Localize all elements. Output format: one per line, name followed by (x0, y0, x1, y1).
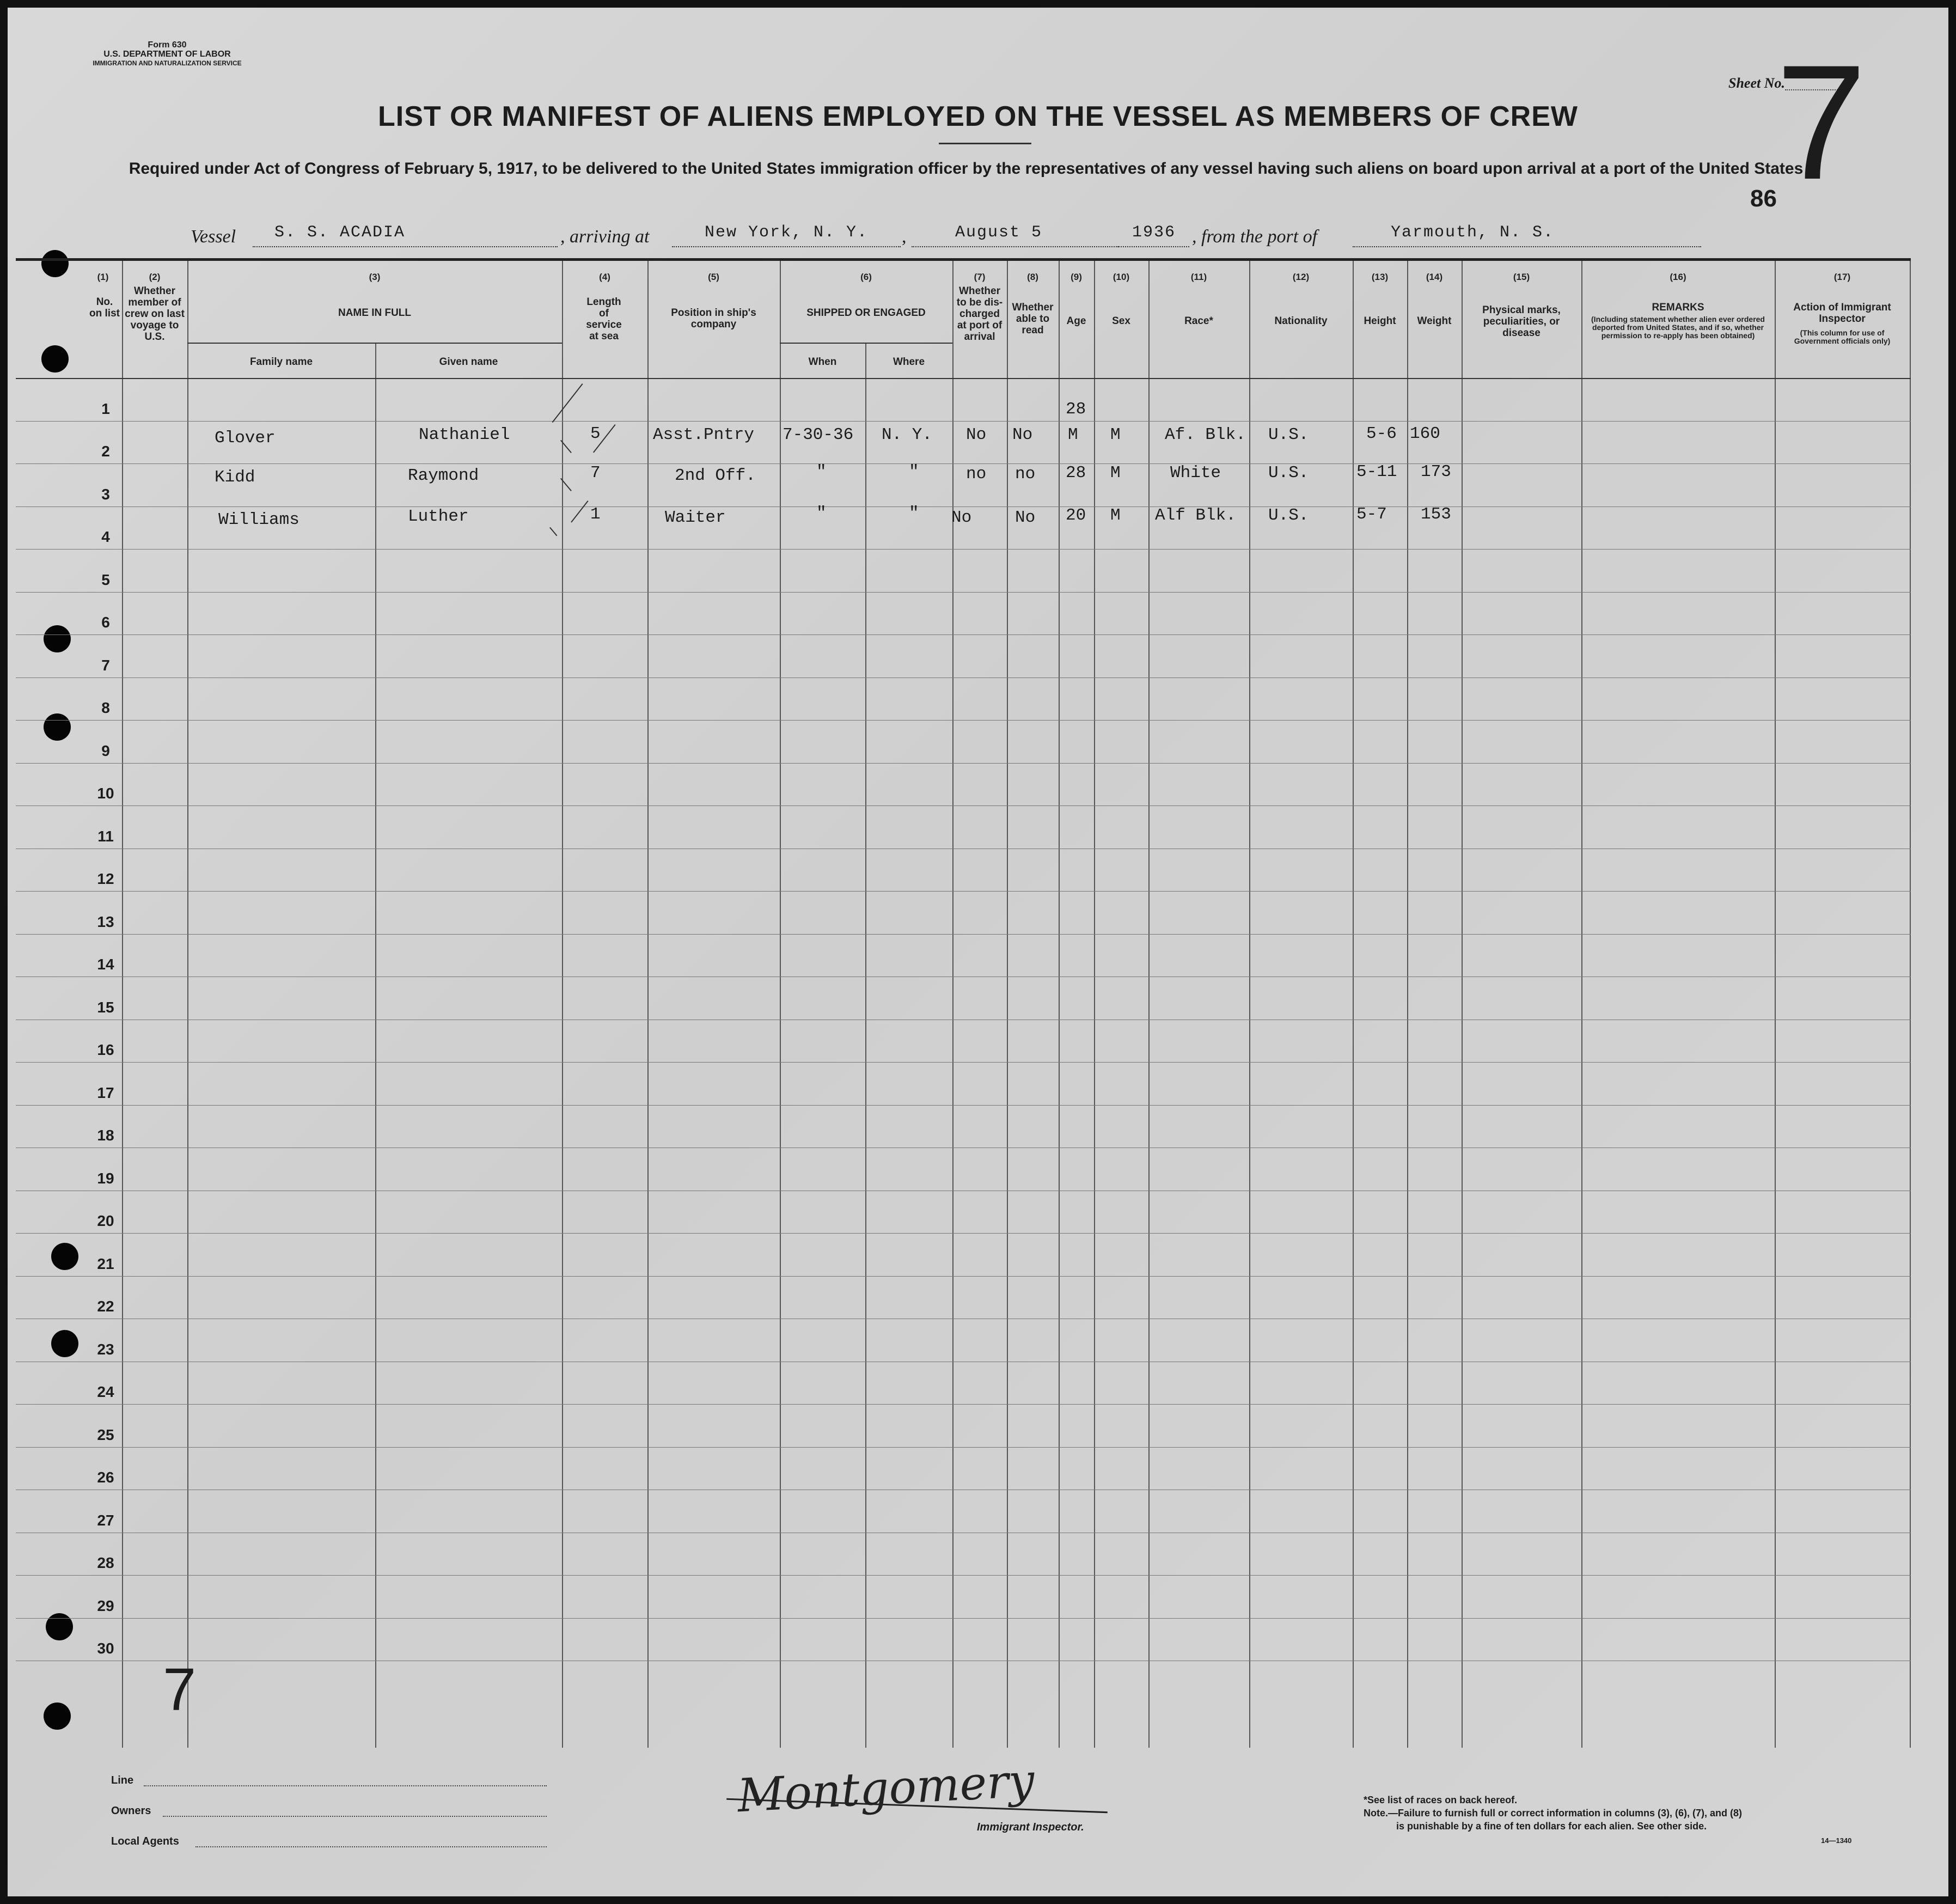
form-number: Form 630 (148, 40, 187, 50)
discharged: no (966, 465, 987, 484)
row-line (16, 934, 1911, 935)
col-5-number: (5) (708, 272, 719, 282)
col-1-number: (1) (97, 272, 109, 282)
col-10-label: Sex (1112, 315, 1130, 327)
col-12-label: Nationality (1274, 315, 1328, 327)
height: 5-11 (1356, 462, 1397, 481)
col-6-label: SHIPPED OR ENGAGED (806, 307, 926, 319)
row-number: 5 (101, 571, 110, 588)
col-3-number: (3) (369, 272, 381, 282)
sex: M (1110, 506, 1121, 525)
row-number: 28 (97, 1554, 114, 1571)
sex: M (1110, 463, 1121, 483)
col-14-label: Weight (1417, 315, 1452, 327)
age: 28 (1066, 463, 1086, 483)
sheet-number-value: 7 (1776, 30, 1867, 213)
col-4-number: (4) (599, 272, 610, 282)
shipped-where: N. Y. (882, 425, 933, 444)
row-number: 11 (97, 827, 114, 845)
row-number: 18 (97, 1127, 114, 1144)
check-mark (552, 383, 583, 423)
position: 2nd Off. (675, 466, 756, 485)
nationality: U.S. (1268, 463, 1309, 483)
row-number: 8 (101, 699, 110, 716)
col-14-number: (14) (1426, 272, 1443, 282)
arrival-port: New York, N. Y. (705, 223, 869, 242)
agents-dots (195, 1846, 547, 1847)
year-dots (1118, 246, 1189, 247)
row-number: 1 (101, 400, 110, 417)
row-number: 12 (97, 870, 114, 887)
shipped-when: " (816, 504, 827, 523)
row-line (16, 720, 1911, 721)
form-department: U.S. DEPARTMENT OF LABOR (103, 50, 231, 59)
row-line (16, 1404, 1911, 1405)
nationality: U.S. (1268, 506, 1309, 525)
vessel-dots (253, 246, 558, 247)
inspector-label: Immigrant Inspector. (977, 1821, 1084, 1833)
col-15-number: (15) (1513, 272, 1530, 282)
race: Alf Blk. (1155, 506, 1236, 525)
row-number: 4 (101, 528, 110, 545)
weight: 173 (1421, 462, 1451, 481)
document-subtitle: Required under Act of Congress of February 5, 1917, to be delivered to the United States immigration officer by the representatives of any vessel having such aliens on board upon arrival at a port of the United States (129, 160, 1804, 178)
col-16-number: (16) (1670, 272, 1686, 282)
family-name: Glover (215, 429, 276, 448)
sheet-page-number: 86 (1750, 185, 1777, 212)
row-number: 24 (97, 1383, 114, 1400)
col-12-number: (12) (1292, 272, 1310, 282)
able-to-read: No (1015, 508, 1036, 527)
line-dots (144, 1785, 547, 1786)
title-underline (939, 143, 1031, 144)
row-line (16, 506, 1911, 507)
col-7-label: Whether to be dis-charged at port of arrival (956, 285, 1003, 343)
given-name: Nathaniel (419, 425, 510, 444)
departure-port: Yarmouth, N. S. (1391, 223, 1555, 242)
vessel-name: S. S. ACADIA (274, 223, 406, 242)
given-name: Raymond (408, 466, 479, 485)
arriving-dots (672, 246, 901, 247)
margin-sheet-mark: 7 (163, 1656, 197, 1723)
row-line (16, 634, 1911, 635)
row-number: 3 (101, 485, 110, 503)
date-dots (912, 246, 1118, 247)
able-to-read: no (1015, 465, 1036, 484)
col-7-number: (7) (974, 272, 986, 282)
owners-dots (163, 1816, 547, 1817)
row-number: 30 (97, 1640, 114, 1657)
from-port-dots (1353, 246, 1701, 247)
given-name: Luther (408, 507, 469, 526)
row-line (16, 1062, 1911, 1063)
row-number: 13 (97, 913, 114, 930)
races-note: *See list of races on back hereof. (1364, 1795, 1518, 1805)
form-identifier (72, 40, 262, 68)
service-length: 7 (590, 463, 601, 483)
row-number: 19 (97, 1169, 114, 1187)
col-9-label: Age (1066, 315, 1086, 327)
row-line (16, 805, 1911, 806)
row-line (16, 421, 1911, 422)
position: Asst.Pntry (653, 425, 755, 444)
height: 5-7 (1356, 505, 1387, 524)
row-number: 10 (97, 785, 114, 802)
row-number: 16 (97, 1041, 114, 1058)
penalty-note: Note.—Failure to furnish full or correct information in columns (3), (6), (7), and (8) (1364, 1808, 1743, 1818)
col-6-where-label: Where (893, 356, 925, 368)
row-line (16, 763, 1911, 764)
row-number: 15 (97, 998, 114, 1016)
row-number: 20 (97, 1212, 114, 1229)
shipped-when: " (816, 462, 827, 481)
crew-table (16, 258, 1911, 1748)
row-line (16, 463, 1911, 464)
row-number: 2 (101, 443, 110, 460)
col-4-label: Length of service at sea (586, 296, 622, 342)
family-name: Williams (218, 510, 299, 529)
shipped-when: 7-30-36 (783, 425, 854, 444)
row-line (16, 1105, 1911, 1106)
col-6-number: (6) (860, 272, 872, 282)
row-line (16, 549, 1911, 550)
sheet-number-label: Sheet No. (1728, 75, 1785, 91)
row-number: 27 (97, 1511, 114, 1529)
nationality: U.S. (1268, 425, 1309, 444)
age: 20 (1066, 506, 1086, 525)
col-17-number: (17) (1833, 272, 1851, 282)
penalty-note-cont: is punishable by a fine of ten dollars for each alien. See other side. (1396, 1821, 1707, 1832)
row-line (16, 1447, 1911, 1448)
check-mark (571, 501, 588, 523)
row-number: 23 (97, 1340, 114, 1358)
line-label: Line (111, 1774, 134, 1786)
row-number: 9 (101, 742, 110, 759)
col-6-when-label: When (808, 356, 837, 368)
position: Waiter (665, 508, 726, 527)
service-length: 1 (590, 505, 601, 524)
col-17-sublabel: (This column for use of Government officials only) (1794, 328, 1891, 345)
age: M (1068, 425, 1078, 444)
col-16-label: REMARKS (1652, 302, 1704, 313)
row-number: 6 (101, 614, 110, 631)
form-service: IMMIGRATION AND NATURALIZATION SERVICE (93, 59, 242, 67)
discharged: No (951, 508, 972, 527)
row-line (16, 1618, 1911, 1619)
check-mark (549, 527, 557, 536)
manifest-sheet (8, 8, 1948, 1896)
service-length: 5 (590, 424, 601, 443)
print-code: 14—1340 (1821, 1836, 1852, 1845)
vessel-label: Vessel (191, 227, 236, 247)
row-number: 17 (97, 1084, 114, 1101)
col-11-number: (11) (1190, 272, 1207, 282)
able-to-read: No (1012, 425, 1033, 444)
col-10-number: (10) (1113, 272, 1130, 282)
row-line (16, 1575, 1911, 1576)
race: White (1170, 463, 1221, 483)
owners-label: Owners (111, 1805, 151, 1817)
from-port-label: , from the port of (1192, 227, 1318, 247)
row-number: 26 (97, 1469, 114, 1486)
row-number: 7 (101, 656, 110, 674)
agents-label: Local Agents (111, 1835, 179, 1847)
age-note: 28 (1066, 400, 1086, 419)
arriving-label: , arriving at (560, 227, 650, 247)
row-number: 25 (97, 1426, 114, 1443)
inspector-signature: Montgomery (736, 1753, 1036, 1823)
row-line (16, 1276, 1911, 1277)
row-number: 21 (97, 1255, 114, 1272)
document-title: LIST OR MANIFEST OF ALIENS EMPLOYED ON THE VESSEL AS MEMBERS OF CREW (378, 101, 1578, 132)
col-13-label: Height (1364, 315, 1396, 327)
col-1-label: No. on list (89, 296, 120, 319)
col-3-family-label: Family name (249, 356, 313, 368)
arrival-year: 1936 (1132, 223, 1176, 242)
col-11-label: Race* (1184, 315, 1213, 327)
col-13-number: (13) (1371, 272, 1389, 282)
col-17-label: Action of Immigrant Inspector (1793, 302, 1891, 325)
shipped-where: " (909, 462, 919, 481)
row-line (16, 1233, 1911, 1234)
row-line (16, 891, 1911, 892)
col-8-number: (8) (1027, 272, 1038, 282)
col-5-label: Position in ship's company (671, 307, 756, 330)
col-3-given-label: Given name (439, 356, 498, 368)
col-9-number: (9) (1071, 272, 1082, 282)
col-2-number: (2) (149, 272, 161, 282)
sex: M (1110, 425, 1121, 444)
arrival-date: August 5 (955, 223, 1043, 242)
col-16-sublabel: (Including statement whether alien ever ordered deported from United States, and if so, whether permission to re-apply has been obtained) (1591, 315, 1765, 340)
col-8-label: Whether able to read (1012, 302, 1054, 336)
discharged: No (966, 425, 987, 444)
height: 5-6 (1366, 424, 1397, 443)
race: Af. Blk. (1165, 425, 1246, 444)
row-number: 22 (97, 1298, 114, 1315)
voyage-line: Vessel S. S. ACADIA , arriving at New York, N. Y. , August 5 1936 , from the port of Yarmouth, N. S. (182, 227, 1731, 257)
col-15-label: Physical marks, peculiarities, or disease (1482, 304, 1561, 339)
weight: 153 (1421, 505, 1451, 524)
row-number: 14 (97, 956, 114, 973)
family-name: Kidd (215, 468, 255, 487)
row-line (16, 592, 1911, 593)
weight: 160 (1410, 424, 1440, 443)
shipped-where: " (909, 504, 919, 523)
row-number: 29 (97, 1597, 114, 1614)
col-3-label: NAME IN FULL (338, 307, 412, 319)
col-2-label: Whether member of crew on last voyage to U.S. (125, 285, 185, 343)
